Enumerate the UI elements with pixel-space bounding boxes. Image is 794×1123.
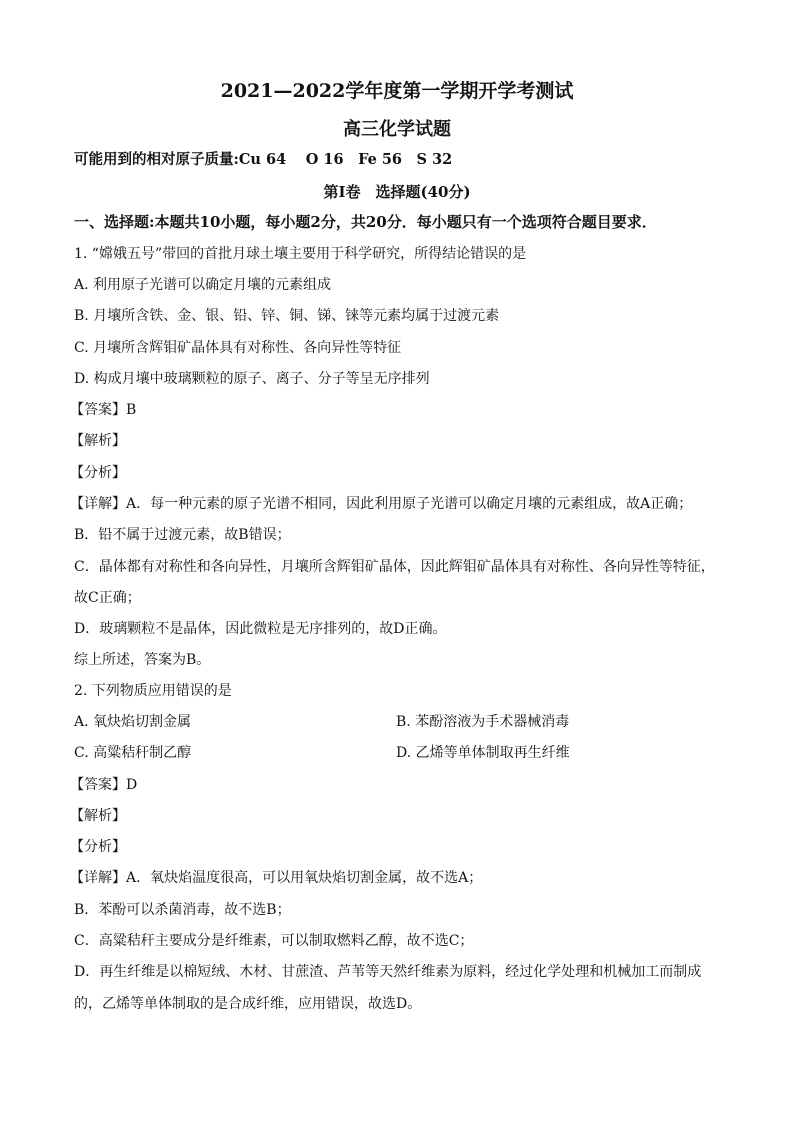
q1-fenxi-label: 【分析】 — [70, 465, 126, 481]
q1-option-d: D. 构成月壤中玻璃颗粒的原子、离子、分子等呈无序排列 — [74, 371, 430, 387]
q1-detail-line: 故C正确； — [74, 590, 141, 606]
q1-answer: 【答案】B — [70, 402, 137, 418]
q1-analysis-label: 【解析】 — [70, 433, 126, 449]
q2-answer: 【答案】D — [70, 777, 138, 793]
q1-detail-line: D．玻璃颗粒不是晶体，因此微粒是无序排列的，故D正确。 — [74, 621, 447, 637]
q2-analysis-label: 【解析】 — [70, 808, 126, 824]
q1-option-a: A. 利用原子光谱可以确定月壤的元素组成 — [74, 277, 332, 293]
q2-detail-line: 的，乙烯等单体制取的是合成纤维，应用错误，故选D。 — [74, 996, 422, 1012]
q1-detail-line: C．晶体都有对称性和各向异性，月壤所含辉钼矿晶体，因此辉钼矿晶体具有对称性、各向异性等特征， — [74, 559, 715, 575]
q1-detail-line: 【详解】A．每一种元素的原子光谱不相同，因此利用原子光谱可以确定月壤的元素组成，故A正确； — [70, 496, 693, 512]
q2-detail-line: 【详解】A．氧炔焰温度很高，可以用氧炔焰切割金属，故不选A； — [70, 870, 483, 886]
atomic-masses: 可能用到的相对原子质量:Cu 64 O 16 Fe 56 S 32 — [74, 151, 453, 168]
exam-title: 2021—2022学年度第一学期开学考测试 — [220, 80, 574, 102]
q2-stem: 2. 下列物质应用错误的是 — [74, 683, 232, 699]
q2-option-d: D. 乙烯等单体制取再生纤维 — [396, 745, 570, 761]
exam-subtitle: 高三化学试题 — [343, 119, 451, 140]
q2-detail-line: B．苯酚可以杀菌消毒，故不选B； — [74, 902, 291, 918]
q1-option-b: B. 月壤所含铁、金、银、铅、锌、铜、锑、铼等元素均属于过渡元素 — [74, 308, 500, 324]
q1-stem: 1. “嫦娥五号”带回的首批月球土壤主要用于科学研究，所得结论错误的是 — [74, 246, 527, 262]
q2-option-c: C. 高粱秸秆制乙醇 — [74, 745, 192, 761]
q2-option-b: B. 苯酚溶液为手术器械消毒 — [396, 714, 570, 730]
q1-detail-line: B．铅不属于过渡元素，故B错误； — [74, 527, 291, 543]
q2-option-a: A. 氧炔焰切割金属 — [74, 714, 192, 730]
q1-option-c: C. 月壤所含辉钼矿晶体具有对称性、各向异性等特征 — [74, 340, 402, 356]
q2-detail-line: C．高粱秸秆主要成分是纤维素，可以制取燃料乙醇，故不选C； — [74, 933, 474, 949]
q2-detail-line: D．再生纤维是以棉短绒、木材、甘蔗渣、芦苇等天然纤维素为原料，经过化学处理和机械加工而制成 — [74, 964, 702, 980]
part-one-instructions: 一、选择题:本题共10小题，每小题2分，共20分．每小题只有一个选项符合题目要求． — [74, 213, 657, 231]
section-title: 第Ⅰ卷 选择题(40分) — [323, 183, 471, 201]
q1-summary: 综上所述，答案为B。 — [74, 652, 211, 668]
q2-fenxi-label: 【分析】 — [70, 839, 126, 855]
